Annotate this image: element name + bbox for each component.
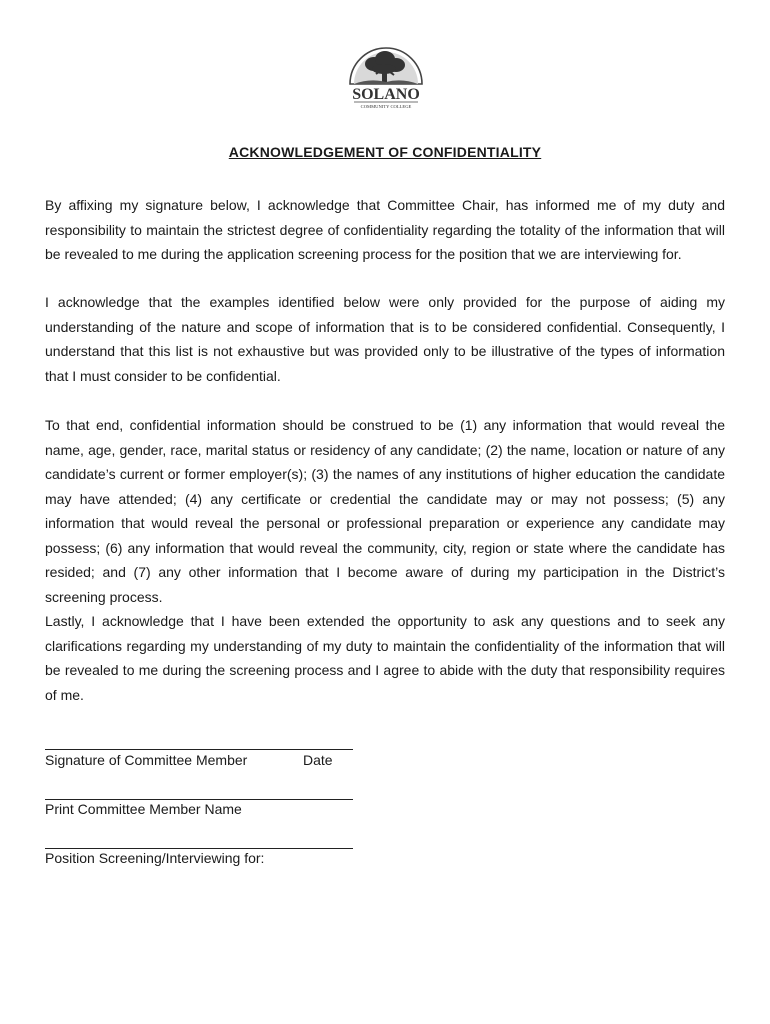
signature-line[interactable]	[45, 749, 353, 750]
position-label: Position Screening/Interviewing for:	[45, 850, 265, 866]
position-line[interactable]	[45, 848, 353, 849]
paragraph-examples: I acknowledge that the examples identified below were only provided for the purpose of aiding my understanding of the nature and scope of information that is to be considered confidential. Consequently, I understand that this list is not exhaustive but was provided only to be illustrative of the types of information that I must consider to be confidential.	[45, 294, 725, 384]
signature-label: Signature of Committee Member	[45, 752, 248, 768]
solano-college-logo	[344, 44, 428, 112]
logo-subtitle-text: COMMUNITY COLLEGE	[360, 104, 412, 109]
print-name-label: Print Committee Member Name	[45, 801, 242, 817]
paragraph-lastly: Lastly, I acknowledge that I have been extended the opportunity to ask any questions and to seek any clarifications regarding my understanding of my duty to maintain the confidentiality of the information that will be revealed to me during the screening process and I agree to abide with the duty that responsibility requires of me.	[45, 613, 725, 703]
print-name-line[interactable]	[45, 799, 353, 800]
paragraph-duty: By affixing my signature below, I acknowledge that Committee Chair, has informed me of my duty and responsibility to maintain the strictest degree of confidentiality regarding the totality of the information that will be revealed to me during the application screening process for the position that we are interviewing for.	[45, 197, 725, 262]
document-title: ACKNOWLEDGEMENT OF CONFIDENTIALITY	[228, 144, 542, 160]
date-label: Date	[303, 752, 333, 768]
paragraph-confidential-info: To that end, confidential information should be construed to be (1) any information that would reveal the name, age, gender, race, marital status or residency of any candidate; (2) the name, location or nature of any candidate’s current or former employer(s); (3) the names of any institutions of higher education the candidate may have attended; (4) any certificate or credential the candidate may or may not possess; (5) any information that would reveal the personal or professional preparation or experience any candidate may possess; (6) any information that would reveal the community, city, region or state where the candidate has resided; and (7) any other information that I become aware of during my participation in the District’s screening process.	[45, 417, 725, 605]
logo-name-text: SOLANO	[352, 86, 420, 103]
